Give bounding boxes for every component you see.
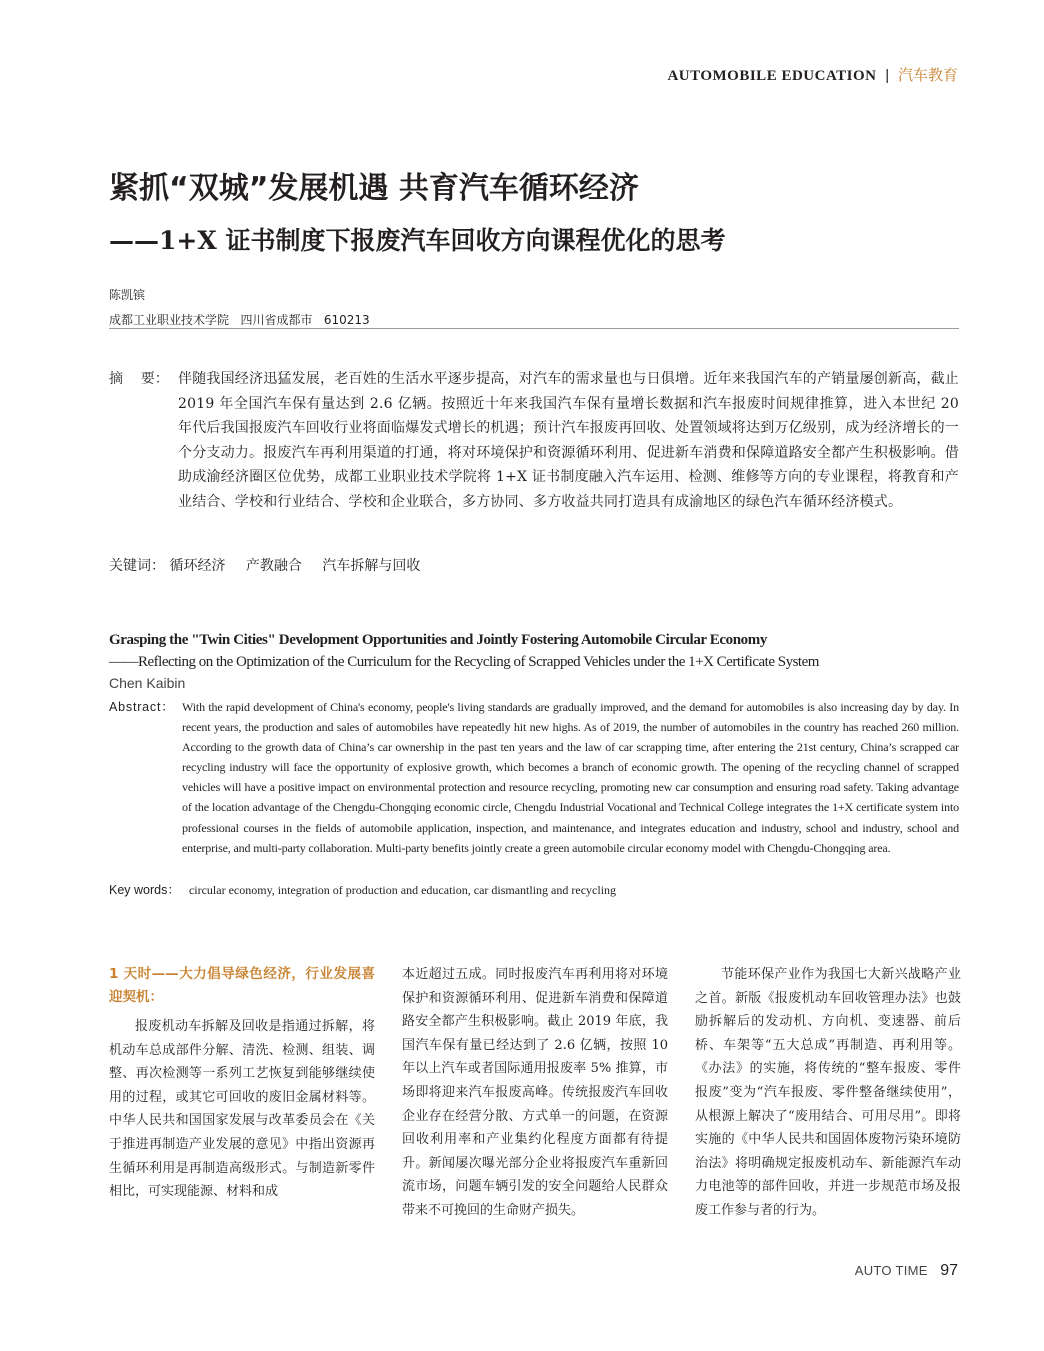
abstract-cn-text: 伴随我国经济迅猛发展，老百姓的生活水平逐步提高，对汽车的需求量也与日俱增。近年来我国汽车的产销量屡创新高，截止 2019 年全国汽车保有量达到 2.6 亿辆。按照近十年来我国汽车保有量增长数据和汽车报废时间规律推算，进入本世纪 20 年代后我国报废汽车回收行业将面临爆发式增长的机遇；预计汽车报废再回收、处置领域将达到万亿级别，成为经济增长的一个分支动力。报废汽车再利用渠道的打通，将对环境保护和资源循环利用、促进新车消费和保障道路安全都产生积极影响。借助成渝经济圈区位优势，成都工业职业技术学院将 1+X 证书制度融入汽车运用、检测、维修等方向的专业课程，将教育和产业结合、学校和行业结合、学校和企业联合，多方协同、多方收益共同打造具有成渝地区的绿色汽车循环经济模式。 (178, 371, 959, 510)
english-subtitle: ——Reflecting on the Optimization of the Curriculum for the Recycling of Scrapped Vehicles under the 1+X Certificate System (109, 654, 819, 670)
body-paragraph: 报废机动车拆解及回收是指通过拆解，将机动车总成部件分解、清洗、检测、组装、调整、再次检测等一系列工艺恢复到能够继续使用的过程，或其它可回收的废旧金属材料等。中华人民共和国国家发展与改革委员会在《关于推进再制造产业发展的意见》中指出资源再生循环利用是再制造高级形式。与制造新零件相比，可实现能源、材料和成 (109, 1019, 375, 1200)
abstract-en (109, 697, 959, 858)
abstract-cn-label: 摘 要： (109, 371, 169, 387)
header-english: AUTOMOBILE EDUCATION (667, 68, 877, 84)
abstract-en-label: Abstract： (109, 700, 175, 714)
body-column-1 (109, 963, 375, 1204)
article-title: 紧抓“双城”发展机遇 共育汽车循环经济 (109, 171, 639, 206)
keywords-cn (109, 555, 436, 575)
keywords-en-text: circular economy, integration of production and education, car dismantling and recycling (188, 883, 617, 897)
running-header (667, 64, 958, 85)
english-title: Grasping the "Twin Cities" Development Opportunities and Jointly Fostering Automobile Circular Economy (109, 632, 767, 648)
abstract-en-text: With the rapid development of China's economy, people's living standards are gradually improved, and the demand for automobiles is also increasing day by day. In recent years, the production and sales of automobiles have repeatedly hit new highs. As of 2019, the number of automobiles in the country has reached 260 million. According to the growth data of China’s car ownership in the past ten years and the law of car scrapping time, after entering the 21st century, China’s scrapped car recycling industry will face the opportunity of explosive growth, which becomes a branch of economic growth. The opening of the recycling channel of scrapped vehicles will have a positive impact on environmental protection and resource recycling, promoting new car consumption and ensuring road safety. Taking advantage of the location advantage of the Chengdu-Chongqing economic circle, Chengdu Industrial Vocational and Technical College integrates the 1+X certificate system into professional courses in the fields of automobile application, inspection, and maintenance, and integrates education and industry, school and industry, school and enterprise, and multi-party collaboration. Multi-party benefits jointly create a green automobile circular economy model with Chengdu-Chongqing area. (182, 700, 959, 855)
body-paragraph: 本近超过五成。同时报废汽车再利用将对环境保护和资源循环利用、促进新车消费和保障道路安全都产生积极影响。截止 2019 年底，我国汽车保有量已经达到了 2.6 亿辆，按照 10 年以上汽车或者国际通用报废率 5% 推算，市场即将迎来汽车报废高峰。传统报废汽车回收企业存在经营分散、方式单一的问题，在资源回收利用率和产业集约化程度方面都有待提升。新闻屡次曝光部分企业将报废汽车重新回流市场，问题车辆引发的安全问题给人民群众带来不可挽回的生命财产损失。 (402, 967, 668, 1218)
keywords-en (109, 879, 616, 898)
header-divider (109, 328, 959, 329)
abstract-cn (109, 367, 959, 514)
page-footer (855, 1262, 958, 1280)
keyword-cn-item: 产教融合 (245, 558, 302, 574)
body-paragraph: 节能环保产业作为我国七大新兴战略产业之首。新版《报废机动车回收管理办法》也鼓励拆解后的发动机、方向机、变速器、前后桥、车架等“五大总成”再制造、再利用等。《办法》的实施，将传统的“整车报废、零件报废”变为“汽车报废、零件整备继续使用”，从根源上解决了“废用结合、可用尽用”。即将实施的《中华人民共和国固体废物污染环境防治法》将明确规定报废机动车、新能源汽车动力电池等的部件回收，并进一步规范市场及报废工作参与者的行为。 (695, 967, 961, 1218)
header-chinese: 汽车教育 (897, 66, 958, 84)
author-affiliation: 成都工业职业技术学院 四川省成都市 610213 (109, 313, 370, 327)
author-name: 陈凯镔 (109, 288, 146, 302)
journal-name: AUTO TIME (854, 1263, 928, 1278)
article-subtitle: ——1+X 证书制度下报废汽车回收方向课程优化的思考 (109, 226, 726, 255)
section-heading: 1 天时——大力倡导绿色经济，行业发展喜迎契机： (109, 966, 375, 1005)
header-separator: | (885, 67, 890, 84)
keyword-cn-item: 循环经济 (169, 558, 226, 574)
keyword-cn-item: 汽车拆解与回收 (322, 558, 421, 574)
keywords-en-label: Key words： (109, 883, 180, 897)
page-number: 97 (940, 1262, 958, 1279)
keywords-cn-label: 关键词： (109, 558, 165, 574)
body-column-3 (695, 963, 961, 1223)
english-author: Chen Kaibin (109, 675, 186, 691)
body-column-2 (402, 963, 668, 1223)
